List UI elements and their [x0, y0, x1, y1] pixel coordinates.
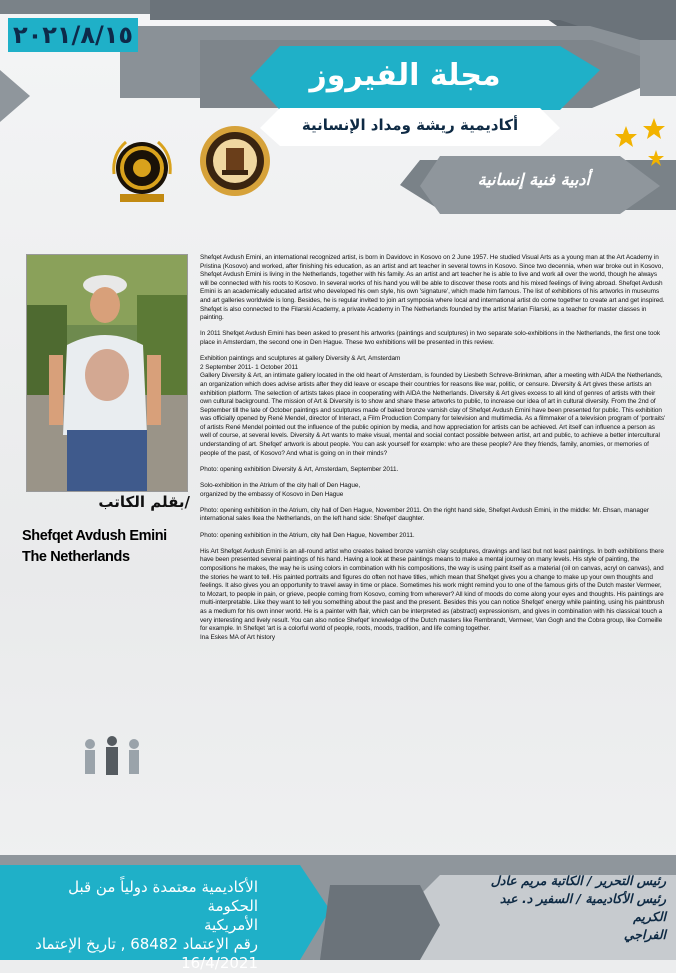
issue-date: ٢٠٢١/٨/١٥ — [8, 18, 138, 52]
accreditation-line: الأكاديمية معتمدة دولياً من قبل الحكومة — [68, 878, 258, 915]
article-paragraph: Solo-exhibition in the Atrium of the city hall of Den Hague, organized by the embassy of Kosovo in Den Hague — [200, 482, 361, 498]
editor-in-chief: رئيس التحرير / الكاتبة مريم عادل — [490, 873, 666, 888]
article-paragraph: Shefqet Avdush Emini, an international recognized artist, is born in Davidovc in Kosovo on 2 June 1957. He studied Visual Arts as a young man at the Art Academy in Pristina (Kosovo) and worked, after finishing his education, as an artist and art teacher in several towns in Kosovo. Since two decennia, when war broke out in Kosovo, Shefqet Avdush Emini is living in the Netherlands, together with his family. As an artist and art teacher he is able to live and work all over the world, though he always will be connected with his roots to Kosovo. In several works of his hand you will be able to discover these roots and his mixed feelings of living abroad. Shefqet Avdush Emini is an academically educated artist who developed his own style, his own 'signature', which made him famous. The list of exhibitions of his artworks in museums and art galleries worldwide is long. Besides, he is regular invited to join art symposia where local and international artist do come together to create art and get inspired. Shefqet is also connected to the Filarski Academy, a private Academy in The Netherlands founded by the artist Marian Filarski, as a teacher for master classes in painting. — [200, 254, 665, 322]
editorial-credits — [466, 872, 666, 944]
stars-icon — [614, 116, 670, 176]
laurel-logo-icon — [106, 134, 178, 206]
photo-caption: Photo: opening exhibition in the Atrium, city hall of Den Hague, November 2011. On the right hand side, Shefqet Avdush Emini, in the middle: Mr. Ehsan, manager international sales Ikea the Netherlands, on the left hand side: Shefqet' daughter. — [200, 506, 650, 523]
article-paragraph: In 2011 Shefqet Avdush Emini has been asked to present his artworks (paintings and sculptures) in two separate solo-exhibitions in the Netherlands, the first one took place in Amsterdam, the second one in Den Hague. These two exhibitions will be presented in this review. — [200, 330, 661, 346]
academy-name: أكاديمية ريشة ومداد الإنسانية — [301, 116, 519, 134]
academy-head-name: الفراجي — [623, 927, 666, 942]
accreditation-text — [18, 878, 258, 973]
author-name — [22, 526, 202, 568]
accreditation-number: رقم الإعتماد 68482 , تاريخ الإعتماد 16/4/2021 — [35, 935, 258, 972]
academy-head: رئيس الأكاديمية / السفير د. عبد الكريم — [499, 891, 666, 924]
photo-caption: Photo: opening exhibition in the Atrium, city hall Den Hague, November 2011. — [200, 531, 415, 539]
people-icon — [80, 736, 144, 776]
author-photo — [26, 254, 188, 492]
accreditation-line: الأمريكية — [203, 916, 258, 934]
author-name-line1: Shefqet Avdush Emini — [22, 528, 167, 544]
photo-caption: Photo: opening exhibition Diversity & Art, Amsterdam, September 2011. — [200, 465, 399, 473]
article-paragraph: His Art Shefqet Avdush Emini is an all-round artist who creates baked bronze varnish clay sculptures, drawings and last but not least paintings. In both exhibitions there have been presented several paintings of his hand. Having a look at these paintings means to make a mental journey on many levels. His style of painting, the compositions he makes, the way he is using colors in combination with his compositions, the way is using paint itself as a material (oil on canvas, acryl on canvas), and the stories he want to tell. His painted portraits and figures do often not have titles, which mean that Shefqet gives you a change to make up your own thoughts and feelings. It also gives you an opportunity to travel away in time or place. Sometimes his work might remind you to one of the famous girls of the Dutch master Vermeer, to Mozart, to people in pain, or grieve, people coming from Kosovo, coming from wherever? All kind of moods do come along your eyes and thoughts. His paintings are multi-interpretable. Like they want to tell you something about the past and the present. Besides this you can notice Shefqet' energy while painting, using his paintbrush as a medium for his own inner world. He is a painter with flair, which can be interpreted as (abstract) expressionism, and gives in combination with his classical touch a very interesting and lively result. You can also notice Shefqet' knowledge of the Dutch masters like Rembrandt, Vermeer, Van Gogh and the Cobra group, like Corneille for example. In Shefqet 'art is a colorful world of people, roots, moods, tradition, and life coming together. Ina Eskes MA of Art history — [200, 547, 665, 641]
magazine-title: مجلة الفيروز — [309, 58, 501, 93]
article-body — [200, 254, 666, 650]
article-paragraph: Exhibition paintings and sculptures at gallery Diversity & Art, Amsterdam 2 September 2011- 1 October 2011 Gallery Diversity & Art, an intimate gallery located in the old heart of Amsterdam, is founded by Liesbeth Schreve-Brinkman, after a meeting with AIDA the Netherlands, an organization which does advise artists after they did leave or escape their countries for reasons like war, politic, or censure. Diversity & Art gives these artists an exhibition platform. The selection of artists takes place in cooperating with AIDA the Netherlands. Diversity & Art gives excess to all kind of genres of artists with their own cultural background. The mission of Art & Diversity is to show and share these artworks to public, to increase our idea of art in cultural diversity. From the 2nd of September till the late of October paintings and sculptures made of baked bronze varnish clay of Shefqet Avdush Emini have been presented for public. This exhibition was officially opened by René Mendel, director of Interact, a Film Production Company for television and multimedia. As a filmmaker of a television program of 'portraits' of artists René Mendel pointed out the influence of the public opinion by media, and how appreciation for artists can be achieved. Art itself can influence a person as well of course, at several levels. Diversity & Art wants to make visual, mental and social contact possible between artist, art and public, to achieve a better intercultural understanding of art. Shefqet' artwork is about people. You can ask yourself for example: who are these people? Are they friends, family, anomies, or memories of people of the past, of Kosovo? And what is going on in their minds? — [200, 355, 666, 457]
academy-seal-icon — [198, 124, 272, 198]
tagline: أدبية فنية إنسانية — [477, 170, 590, 189]
author-tag: بقلم الكاتب/ — [98, 493, 190, 511]
author-country: The Netherlands — [22, 549, 130, 565]
